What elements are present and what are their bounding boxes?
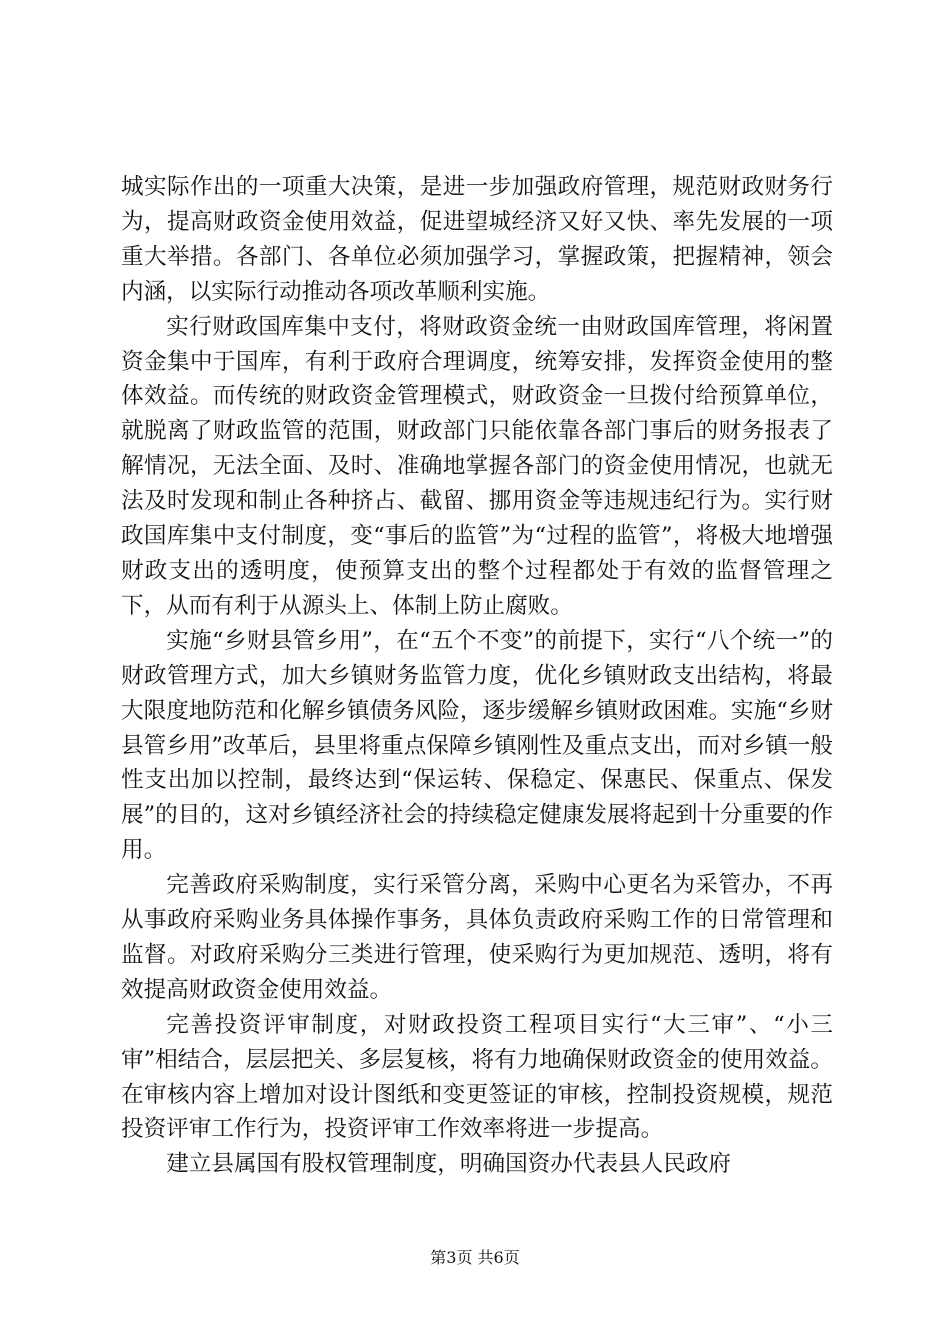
page-number: 第3页 共6页 — [430, 1248, 520, 1267]
paragraph-continued: 城实际作出的一项重大决策，是进一步加强政府管理，规范财政财务行为，提高财政资金使用效益，促进望城经济又好又快、率先发展的一项重大举措。各部门、各单位必须加强学习，掌握政策，把握精神，领会内涵，以实际行动推动各项改革顺利实施。 — [121, 174, 833, 305]
body-text — [121, 170, 833, 1182]
paragraph-treasury-payment: 实行财政国库集中支付，将财政资金统一由财政国库管理，将闲置资金集中于国库，有利于政府合理调度，统筹安排，发挥资金使用的整体效益。而传统的财政资金管理模式，财政资金一旦拨付给预算单位，就脱离了财政监管的范围，财政部门只能依靠各部门事后的财务报表了解情况，无法全面、及时、准确地掌握各部门的资金使用情况，也就无法及时发现和制止各种挤占、截留、挪用资金等违规违纪行为。实行财政国库集中支付制度，变“事后的监管”为“过程的监管”，将极大地增强财政支出的透明度，使预算支出的整个过程都处于有效的监督管理之下，从而有利于从源头上、体制上防止腐败。 — [121, 313, 833, 619]
paragraph-investment-review: 完善投资评审制度，对财政投资工程项目实行“大三审”、“小三审”相结合，层层把关、多层复核，将有力地确保财政资金的使用效益。在审核内容上增加对设计图纸和变更签证的审核，控制投资规模，规范投资评审工作行为，投资评审工作效率将进一步提高。 — [121, 1011, 833, 1143]
paragraph-township-finance: 实施“乡财县管乡用”，在“五个不变”的前提下，实行“八个统一”的财政管理方式，加大乡镇财务监管力度，优化乡镇财政支出结构，将最大限度地防范和化解乡镇债务风险，逐步缓解乡镇财政困难。实施“乡财县管乡用”改革后，县里将重点保障乡镇刚性及重点支出，而对乡镇一般性支出加以控制，最终达到“保运转、保稳定、保惠民、保重点、保发展”的目的，这对乡镇经济社会的持续稳定健康发展将起到十分重要的作用。 — [121, 627, 833, 864]
paragraph-procurement: 完善政府采购制度，实行采管分离，采购中心更名为采管办，不再从事政府采购业务具体操作事务，具体负责政府采购工作的日常管理和监督。对政府采购分三类进行管理，使采购行为更加规范、透明，将有效提高财政资金使用效益。 — [121, 872, 833, 1003]
paragraph-state-equity: 建立县属国有股权管理制度，明确国资办代表县人民政府 — [166, 1151, 732, 1178]
